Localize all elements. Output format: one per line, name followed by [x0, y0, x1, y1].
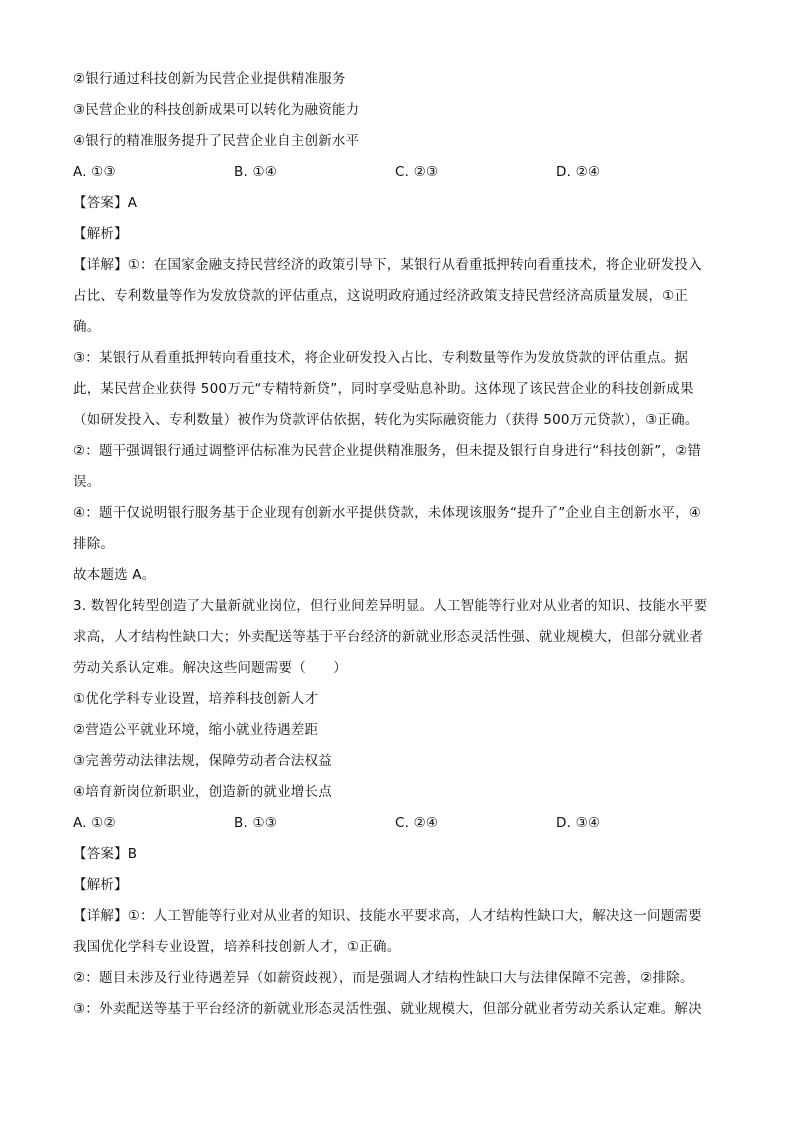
q2-analysis-label: 【解析】 — [73, 226, 128, 242]
q2-detail-line: 此，某民营企业获得 500万元“专精特新贷”，同时享受贴息补助。这体现了该民营企业的科技创新成果 — [73, 381, 694, 397]
q2-detail-line: 占比、专利数量等作为发放贷款的评估重点，这说明政府通过经济政策支持民营经济高质量发展，①正 — [73, 288, 689, 304]
q2-detail-line: （如研发投入、专利数量）被作为贷款评估依据，转化为实际融资能力（获得 500万元贷款），③正确。 — [73, 412, 699, 428]
q3-statement-1: ①优化学科专业设置，培养科技创新人才 — [73, 691, 319, 707]
q3-option-d: D. ③④ — [556, 815, 601, 831]
q3-stem-line: 劳动关系认定难。解决这些问题需要（ ） — [73, 660, 347, 676]
q2-option-b: B. ①④ — [234, 164, 278, 180]
q2-statement-2: ②银行通过科技创新为民营企业提供精准服务 — [73, 71, 346, 87]
q3-options — [73, 808, 723, 839]
q3-answer: 【答案】B — [73, 846, 138, 862]
q2-statement-3: ③民营企业的科技创新成果可以转化为融资能力 — [73, 102, 360, 118]
q3-analysis-label: 【解析】 — [73, 877, 128, 893]
q3-stem-line: 求高，人才结构性缺口大；外卖配送等基于平台经济的新就业形态灵活性强、就业规模大，但部分就业者 — [73, 629, 704, 645]
q3-statement-2: ②营造公平就业环境，缩小就业待遇差距 — [73, 722, 319, 738]
q2-options — [73, 157, 723, 188]
q2-option-a: A. ①③ — [73, 164, 116, 180]
q3-statement-4: ④培育新岗位新职业，创造新的就业增长点 — [73, 784, 332, 800]
document-page — [73, 64, 723, 1025]
q3-detail-line: 我国优化学科专业设置，培养科技创新人才，①正确。 — [73, 939, 401, 955]
q2-detail-line: 【详解】①：在国家金融支持民营经济的政策引导下，某银行从看重抵押转向看重技术，将企业研发投入 — [73, 257, 702, 273]
q2-detail-line: 排除。 — [73, 536, 115, 552]
q3-option-c: C. ②④ — [395, 815, 439, 831]
q2-option-d: D. ②④ — [556, 164, 601, 180]
q3-option-a: A. ①② — [73, 815, 116, 831]
q2-detail-line: 误。 — [73, 474, 101, 490]
q3-detail-line: ②：题目未涉及行业待遇差异（如薪资歧视），而是强调人才结构性缺口大与法律保障不完善，②排除。 — [73, 970, 694, 986]
q2-conclusion: 故本题选 A。 — [73, 567, 156, 583]
q2-detail-line: ③：某银行从看重抵押转向看重技术，将企业研发投入占比、专利数量等作为发放贷款的评估重点。据 — [73, 350, 689, 366]
q2-option-c: C. ②③ — [395, 164, 439, 180]
q2-answer: 【答案】A — [73, 195, 138, 211]
q2-statement-4: ④银行的精准服务提升了民营企业自主创新水平 — [73, 133, 360, 149]
q2-detail-line: ④：题干仅说明银行服务基于企业现有创新水平提供贷款，未体现该服务“提升了”企业自主创新水平，④ — [73, 505, 702, 521]
q2-detail-line: ②：题干强调银行通过调整评估标准为民营企业提供精准服务，但未提及银行自身进行“科技创新”，②错 — [73, 443, 702, 459]
q3-detail-line: ③：外卖配送等基于平台经济的新就业形态灵活性强、就业规模大，但部分就业者劳动关系认定难。解决 — [73, 1001, 702, 1017]
q3-stem-line: 3. 数智化转型创造了大量新就业岗位，但行业间差异明显。人工智能等行业对从业者的知识、技能水平要 — [73, 598, 708, 614]
q3-statement-3: ③完善劳动法律法规，保障劳动者合法权益 — [73, 753, 332, 769]
q3-option-b: B. ①③ — [234, 815, 278, 831]
q3-detail-line: 【详解】①：人工智能等行业对从业者的知识、技能水平要求高，人才结构性缺口大，解决这一问题需要 — [73, 908, 702, 924]
q2-detail-line: 确。 — [73, 319, 101, 335]
